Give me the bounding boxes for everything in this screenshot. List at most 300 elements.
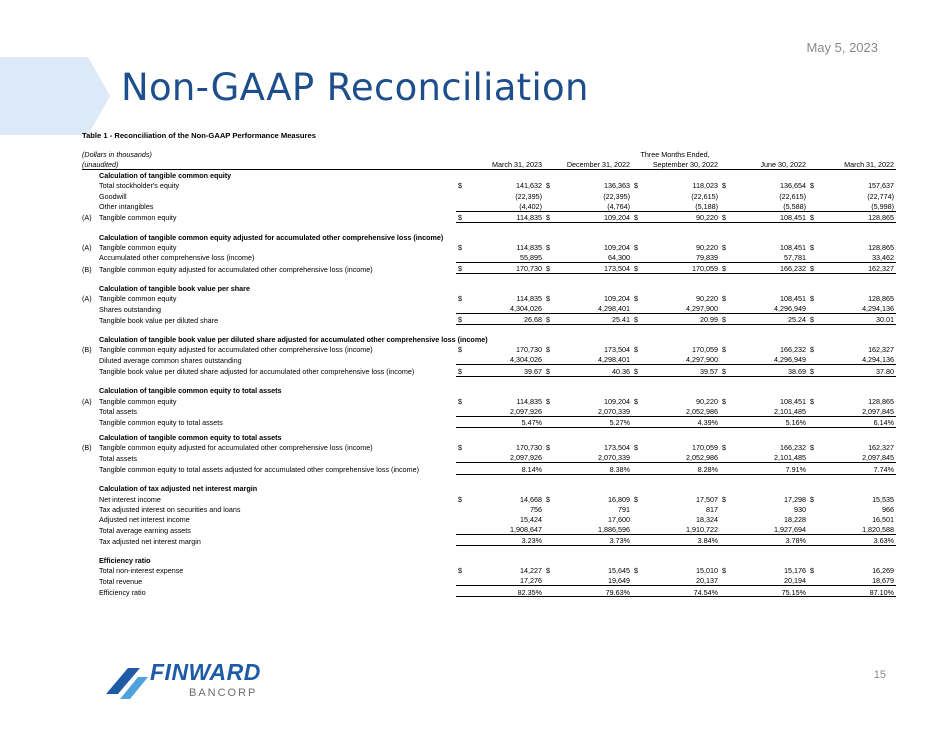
row-label: Tangible common equity (99, 213, 177, 223)
currency-sign (632, 416, 647, 427)
currency-sign (544, 535, 559, 546)
value-cell: 162,327 (868, 345, 895, 355)
value-cell: 15,424 (520, 514, 542, 524)
row-tag: (B) (82, 443, 92, 453)
value-cell: 18,679 (823, 575, 896, 586)
value-cell: 1,927,694 (735, 524, 808, 535)
currency-sign (544, 252, 559, 263)
currency-sign (544, 416, 559, 427)
table-row (82, 463, 896, 474)
row-label: Tangible common equity (99, 294, 177, 304)
value-cell: 16,269 (872, 566, 895, 576)
value-cell: 4,304,026 (471, 354, 544, 365)
currency-sign (544, 463, 559, 474)
row-tag (82, 463, 99, 474)
currency-sign: $ (808, 365, 823, 376)
value-cell: 166,232 (780, 443, 806, 453)
value-cell: 4,298,401 (559, 354, 632, 365)
row-label: Tangible book value per diluted share (99, 315, 219, 325)
value-cell: 18,324 (696, 514, 718, 524)
table-row (82, 262, 896, 273)
currency-sign: $ (720, 262, 735, 273)
currency-sign (544, 354, 559, 365)
table-row (82, 180, 896, 190)
table-row (82, 252, 896, 263)
currency-sign: $ (544, 314, 559, 325)
currency-sign (632, 463, 647, 474)
currency-sign: $ (456, 262, 471, 273)
dollars-note: (Dollars in thousands) (82, 149, 152, 159)
row-label: Tangible common equity adjusted for accumulated other comprehensive loss (income) (99, 345, 373, 355)
value-cell: (22,615) (779, 191, 806, 201)
value-cell: 38.69 (735, 365, 808, 376)
currency-sign (632, 503, 647, 513)
row-label: Shares outstanding (99, 304, 161, 314)
currency-sign (632, 354, 647, 365)
title-banner-shape (0, 57, 110, 135)
currency-sign (720, 303, 735, 314)
table-row (82, 395, 896, 405)
column-header: September 30, 2022 (632, 159, 720, 170)
table-row (82, 452, 896, 463)
row-label: Total assets (99, 407, 137, 417)
currency-sign: $ (634, 494, 638, 504)
value-cell: 4,297,900 (647, 354, 720, 365)
section-heading: Calculation of tangible book value per share (99, 283, 250, 293)
currency-sign (808, 514, 823, 524)
currency-sign (720, 354, 735, 365)
value-cell: 128,865 (868, 396, 895, 406)
table-row (82, 293, 896, 303)
row-tag (82, 493, 99, 503)
table-row (82, 365, 896, 376)
row-label: Net interest income (99, 494, 161, 504)
table-row (82, 442, 896, 452)
section-heading: Calculation of tangible book value per diluted share adjusted for accumulated other comprehensive loss (income) (99, 335, 488, 345)
currency-sign (544, 303, 559, 314)
value-cell: 966 (882, 504, 895, 514)
value-cell: 170,730 (516, 345, 542, 355)
row-label: Tangible book value per diluted share adjusted for accumulated other comprehensive loss (income) (99, 367, 415, 377)
value-cell: 74.54% (647, 586, 720, 597)
currency-sign (808, 354, 823, 365)
value-cell: (5,188) (647, 200, 720, 211)
value-cell: 55,895 (471, 252, 544, 263)
currency-sign (720, 524, 735, 535)
currency-sign: $ (546, 242, 550, 252)
column-header: March 31, 2022 (808, 159, 896, 170)
table-row (82, 242, 896, 252)
currency-sign (720, 575, 735, 586)
currency-sign (808, 252, 823, 263)
currency-sign (720, 463, 735, 474)
table-row (82, 405, 896, 416)
value-cell: 4,304,026 (471, 303, 544, 314)
value-cell: 90,220 (696, 396, 718, 406)
value-cell: 173,504 (604, 443, 630, 453)
value-cell: 128,865 (823, 211, 896, 222)
table-row (82, 493, 896, 503)
currency-sign (544, 575, 559, 586)
currency-sign: $ (720, 314, 735, 325)
value-cell: 17,276 (471, 575, 544, 586)
currency-sign (544, 586, 559, 597)
currency-sign (808, 405, 823, 416)
currency-sign: $ (634, 396, 638, 406)
value-cell: 170,730 (516, 443, 542, 453)
row-label: Tax adjusted interest on securities and loans (99, 504, 241, 514)
value-cell: 173,504 (604, 345, 630, 355)
value-cell: 87.10% (823, 586, 896, 597)
value-cell: 8.28% (647, 463, 720, 474)
value-cell: (22,774) (867, 191, 895, 201)
value-cell: 37.80 (823, 365, 896, 376)
currency-sign (808, 452, 823, 463)
value-cell: 109,204 (604, 294, 630, 304)
currency-sign (456, 303, 471, 314)
value-cell: (4,402) (471, 200, 544, 211)
currency-sign (808, 303, 823, 314)
value-cell: 2,097,926 (471, 405, 544, 416)
currency-sign: $ (722, 566, 726, 576)
reconciliation-table (82, 128, 896, 597)
currency-sign: $ (458, 396, 462, 406)
currency-sign: $ (544, 262, 559, 273)
currency-sign: $ (720, 365, 735, 376)
currency-sign: $ (634, 242, 638, 252)
value-cell: 118,023 (692, 181, 718, 191)
value-cell: 114,835 (516, 242, 542, 252)
currency-sign (544, 405, 559, 416)
currency-sign (456, 586, 471, 597)
currency-sign (456, 503, 471, 513)
currency-sign: $ (544, 365, 559, 376)
value-cell: 3.63% (823, 535, 896, 546)
row-tag (82, 514, 99, 524)
value-cell: 19,649 (559, 575, 632, 586)
currency-sign (544, 514, 559, 524)
value-cell: 108,451 (780, 242, 806, 252)
currency-sign (456, 354, 471, 365)
row-label: Tangible common equity to total assets (99, 418, 223, 428)
value-cell: 39.67 (471, 365, 544, 376)
value-cell: 128,865 (868, 294, 895, 304)
currency-sign (544, 200, 559, 211)
row-tag (82, 586, 99, 597)
value-cell: 2,052,986 (647, 452, 720, 463)
row-tag: (A) (82, 396, 92, 406)
value-cell: 79,839 (647, 252, 720, 263)
column-header: March 31, 2023 (456, 159, 544, 170)
currency-sign (456, 575, 471, 586)
value-cell: 162,327 (823, 262, 896, 273)
currency-sign (456, 405, 471, 416)
currency-sign: $ (808, 314, 823, 325)
table-row (82, 514, 896, 524)
currency-sign (720, 405, 735, 416)
value-cell: 4.39% (647, 416, 720, 427)
value-cell: 18,228 (784, 514, 806, 524)
value-cell: 136,363 (604, 181, 630, 191)
currency-sign: $ (546, 566, 550, 576)
value-cell: 14,668 (520, 494, 542, 504)
row-label: Efficiency ratio (99, 588, 146, 598)
row-tag: (B) (82, 345, 92, 355)
value-cell: 2,101,485 (735, 452, 808, 463)
currency-sign (456, 252, 471, 263)
value-cell: 1,820,588 (823, 524, 896, 535)
row-tag (82, 535, 99, 546)
currency-sign (456, 416, 471, 427)
row-tag (82, 190, 99, 200)
value-cell: 108,451 (780, 294, 806, 304)
column-header: December 31, 2022 (544, 159, 632, 170)
value-cell: 4,298,401 (559, 303, 632, 314)
value-cell: 930 (794, 504, 806, 514)
value-cell: 90,220 (696, 294, 718, 304)
row-label: Total non-interest expense (99, 566, 184, 576)
currency-sign (720, 514, 735, 524)
currency-sign: $ (546, 294, 550, 304)
value-cell: 90,220 (647, 211, 720, 222)
row-tag (82, 575, 99, 586)
currency-sign: $ (810, 294, 814, 304)
currency-sign (720, 452, 735, 463)
currency-sign: $ (456, 314, 471, 325)
value-cell: 17,600 (608, 514, 630, 524)
value-cell: 114,835 (471, 211, 544, 222)
value-cell: 6.14% (823, 416, 896, 427)
value-cell: 108,451 (735, 211, 808, 222)
row-tag: (A) (82, 213, 92, 223)
currency-sign (456, 463, 471, 474)
currency-sign (632, 200, 647, 211)
currency-sign (632, 524, 647, 535)
currency-sign (632, 575, 647, 586)
row-tag (82, 180, 99, 190)
value-cell: 109,204 (604, 396, 630, 406)
currency-sign (720, 416, 735, 427)
logo-brand-text: FINWARD (150, 659, 261, 685)
value-cell: 79.63% (559, 586, 632, 597)
value-cell: 157,637 (868, 181, 895, 191)
value-cell: 20,194 (735, 575, 808, 586)
currency-sign (544, 524, 559, 535)
table-row (82, 575, 896, 586)
currency-sign: $ (546, 396, 550, 406)
value-cell: (22,615) (691, 191, 718, 201)
currency-sign: $ (634, 345, 638, 355)
row-label: Tangible common equity (99, 242, 177, 252)
table-row (82, 503, 896, 513)
currency-sign: $ (722, 443, 726, 453)
section-heading: Calculation of tangible common equity to total assets (99, 386, 282, 396)
table-row (82, 200, 896, 211)
currency-sign: $ (632, 314, 647, 325)
row-label: Other intangibles (99, 202, 154, 212)
currency-sign: $ (632, 365, 647, 376)
value-cell: 109,204 (559, 211, 632, 222)
value-cell: 114,835 (516, 294, 542, 304)
currency-sign (720, 503, 735, 513)
currency-sign (632, 252, 647, 263)
value-cell: 7.91% (735, 463, 808, 474)
value-cell: 4,296,949 (735, 354, 808, 365)
value-cell: 16,809 (608, 494, 630, 504)
currency-sign: $ (722, 181, 726, 191)
section-heading: Calculation of tangible common equity (99, 171, 232, 181)
table-row (82, 524, 896, 535)
section-heading: Calculation of tangible common equity to total assets (99, 433, 282, 443)
currency-sign: $ (722, 494, 726, 504)
currency-sign (808, 503, 823, 513)
row-tag: (B) (82, 264, 92, 274)
value-cell: 1,910,722 (647, 524, 720, 535)
row-label: Total stockholder's equity (99, 181, 180, 191)
currency-sign (544, 190, 559, 200)
currency-sign: $ (810, 242, 814, 252)
value-cell: 3.23% (471, 535, 544, 546)
table-row (82, 354, 896, 365)
value-cell: 15,645 (608, 566, 630, 576)
table-row (82, 314, 896, 325)
value-cell: (22,395) (515, 191, 542, 201)
value-cell: 166,232 (780, 345, 806, 355)
currency-sign (808, 190, 823, 200)
value-cell: 33,462 (823, 252, 896, 263)
row-tag (82, 303, 99, 314)
row-label: Goodwill (99, 191, 127, 201)
currency-sign (720, 200, 735, 211)
value-cell: 4,294,136 (823, 354, 896, 365)
currency-sign: $ (458, 494, 462, 504)
value-cell: 3.84% (647, 535, 720, 546)
row-label: Tax adjusted net interest margin (99, 536, 201, 546)
value-cell: 817 (706, 504, 718, 514)
value-cell: 2,070,339 (559, 405, 632, 416)
row-tag (82, 565, 99, 575)
value-cell: 15,010 (696, 566, 718, 576)
currency-sign (456, 200, 471, 211)
currency-sign: $ (632, 211, 647, 222)
value-cell: 141,632 (516, 181, 542, 191)
section-heading: Calculation of tax adjusted net interest margin (99, 484, 258, 494)
currency-sign (720, 535, 735, 546)
row-label: Tangible common equity adjusted for accumulated other comprehensive loss (income) (99, 443, 373, 453)
currency-sign: $ (546, 345, 550, 355)
value-cell: 40.36 (559, 365, 632, 376)
value-cell: 5.16% (735, 416, 808, 427)
row-tag (82, 452, 99, 463)
value-cell: 7.74% (823, 463, 896, 474)
currency-sign (456, 452, 471, 463)
currency-sign (632, 586, 647, 597)
table-caption: Table 1 - Reconciliation of the Non-GAAP Performance Measures (82, 130, 316, 140)
row-label: Tangible common equity adjusted for accumulated other comprehensive loss (income) (99, 264, 373, 274)
logo-sub-text: BANCORP (189, 687, 258, 699)
row-tag (82, 200, 99, 211)
value-cell: 26.68 (471, 314, 544, 325)
value-cell: 20,137 (647, 575, 720, 586)
slide-title: Non-GAAP Reconciliation (121, 66, 589, 109)
table-row (82, 190, 896, 200)
currency-sign (632, 190, 647, 200)
currency-sign (456, 514, 471, 524)
currency-sign: $ (808, 262, 823, 273)
section-heading: Calculation of tangible common equity adjusted for accumulated other comprehensive loss (income) (99, 232, 444, 242)
table-row (82, 211, 896, 222)
currency-sign: $ (546, 443, 550, 453)
value-cell: 5.47% (471, 416, 544, 427)
value-cell: (5,588) (735, 200, 808, 211)
row-label: Tangible common equity to total assets adjusted for accumulated other comprehensive loss (income) (99, 465, 420, 475)
currency-sign: $ (546, 494, 550, 504)
value-cell: 136,654 (780, 181, 806, 191)
value-cell: (5,998) (823, 200, 896, 211)
value-cell: 5.27% (559, 416, 632, 427)
value-cell: 2,097,926 (471, 452, 544, 463)
value-cell: 128,865 (868, 242, 895, 252)
currency-sign: $ (456, 211, 471, 222)
currency-sign (808, 535, 823, 546)
row-label: Accumulated other comprehensive loss (income) (99, 253, 255, 263)
currency-sign (632, 303, 647, 314)
currency-sign: $ (546, 181, 550, 191)
row-label: Diluted average common shares outstanding (99, 355, 242, 365)
unaudited-note: (unaudited) (82, 159, 456, 170)
row-label: Tangible common equity (99, 396, 177, 406)
value-cell: 57,781 (735, 252, 808, 263)
value-cell: 114,835 (516, 396, 542, 406)
value-cell: 170,059 (692, 443, 718, 453)
value-cell: 4,294,136 (823, 303, 896, 314)
currency-sign: $ (634, 294, 638, 304)
currency-sign: $ (458, 443, 462, 453)
value-cell: 162,327 (868, 443, 895, 453)
currency-sign (720, 252, 735, 263)
currency-sign: $ (634, 443, 638, 453)
currency-sign (808, 575, 823, 586)
row-label: Total average earning assets (99, 525, 191, 535)
value-cell: 2,070,339 (559, 452, 632, 463)
currency-sign (456, 524, 471, 535)
currency-sign (632, 405, 647, 416)
table-row (82, 586, 896, 597)
value-cell: 17,298 (784, 494, 806, 504)
value-cell: 3.73% (559, 535, 632, 546)
currency-sign (632, 535, 647, 546)
currency-sign: $ (634, 181, 638, 191)
value-cell: 90,220 (696, 242, 718, 252)
currency-sign: $ (810, 566, 814, 576)
currency-sign (720, 586, 735, 597)
row-tag (82, 405, 99, 416)
value-cell: 3.78% (735, 535, 808, 546)
currency-sign (808, 463, 823, 474)
row-tag (82, 354, 99, 365)
table-row (82, 535, 896, 546)
row-tag: (A) (82, 294, 92, 304)
value-cell: 75.15% (735, 586, 808, 597)
value-cell: 39.57 (647, 365, 720, 376)
row-label: Total revenue (99, 576, 143, 586)
currency-sign (808, 416, 823, 427)
value-cell: 108,451 (780, 396, 806, 406)
value-cell: 1,886,596 (559, 524, 632, 535)
currency-sign: $ (458, 181, 462, 191)
value-cell: 170,059 (692, 345, 718, 355)
currency-sign: $ (720, 211, 735, 222)
